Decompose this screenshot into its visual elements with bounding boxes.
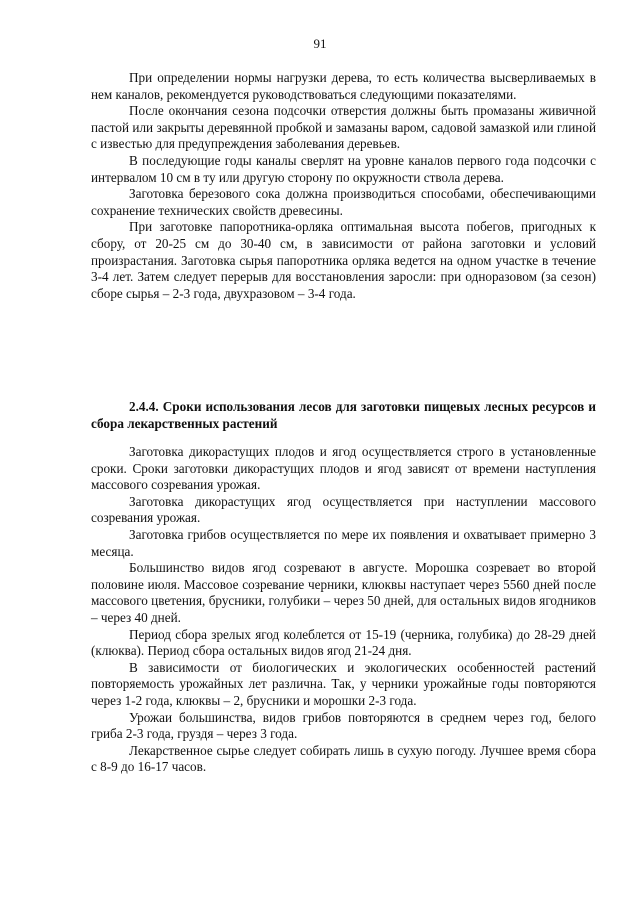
paragraph: Заготовка дикорастущих плодов и ягод осуществляется строго в установленные сроки. Сроки заготовки дикорастущих плодов и ягод зависят от времени наступления массового созревания урожая. [91, 444, 596, 493]
paragraph: После окончания сезона подсочки отверстия должны быть промазаны живичной пастой или закрыты деревянной пробкой и замазаны варом, садовой замазкой или глиной с известью для предупреждения заболевания деревьев. [91, 103, 596, 152]
paragraph: В последующие годы каналы сверлят на уровне каналов первого года подсочки с интервалом 10 см в ту или другую сторону по окружности ствола дерева. [91, 152, 596, 185]
bottom-text-block [91, 444, 596, 776]
paragraph: Урожаи большинства, видов грибов повторяются в среднем через год, белого гриба 2-3 года, груздя – через 3 года. [91, 709, 596, 742]
paragraph: Период сбора зрелых ягод колеблется от 15-19 (черника, голубика) до 28-29 дней (клюква). Период сбора остальных видов ягод 21-24 дня. [91, 626, 596, 659]
section-heading: 2.4.4. Сроки использования лесов для заготовки пищевых лесных ресурсов и сбора лекарственных растений [91, 399, 596, 431]
paragraph: Заготовка дикорастущих ягод осуществляется при наступлении массового созревания урожая. [91, 493, 596, 526]
paragraph: Заготовка грибов осуществляется по мере их появления и охватывает примерно 3 месяца. [91, 526, 596, 559]
top-text-block [91, 70, 596, 302]
paragraph: При определении нормы нагрузки дерева, то есть количества высверливаемых в нем каналов, рекомендуется руководствоваться следующими показателями. [91, 70, 596, 102]
paragraph: В зависимости от биологических и экологических особенностей растений повторяемость урожайных лет различна. Так, у черники урожайные годы повторяются через 1-2 года, клюквы – 2, брусники и морошки 2-3 года. [91, 659, 596, 708]
paragraph: Заготовка березового сока должна производиться способами, обеспечивающими сохранение технических свойств древесины. [91, 186, 596, 218]
paragraph: Большинство видов ягод созревают в августе. Морошка созревает во второй половине июля. Массовое созревание черники, клюквы наступает через 5560 дней после массового цветения, брусники, голубики – через 50 дней, для остальных видов ягодников – через 40 дней. [91, 560, 596, 625]
paragraph: При заготовке папоротника-орляка оптимальная высота побегов, пригодных к сбору, от 20-25 см до 30-40 см, в зависимости от района заготовки и условий произрастания. Заготовка сырья папоротника орляка ведется на одном участке в течение 3-4 лет. Затем следует перерыв для восстановления заросли: при одноразовом (за сезон) сборе сырья – 2-3 года, двухразовом – 3-4 года. [91, 219, 596, 301]
paragraph: Лекарственное сырье следует собирать лишь в сухую погоду. Лучшее время сбора с 8-9 до 16-17 часов. [91, 742, 596, 775]
page-number: 91 [313, 36, 327, 51]
